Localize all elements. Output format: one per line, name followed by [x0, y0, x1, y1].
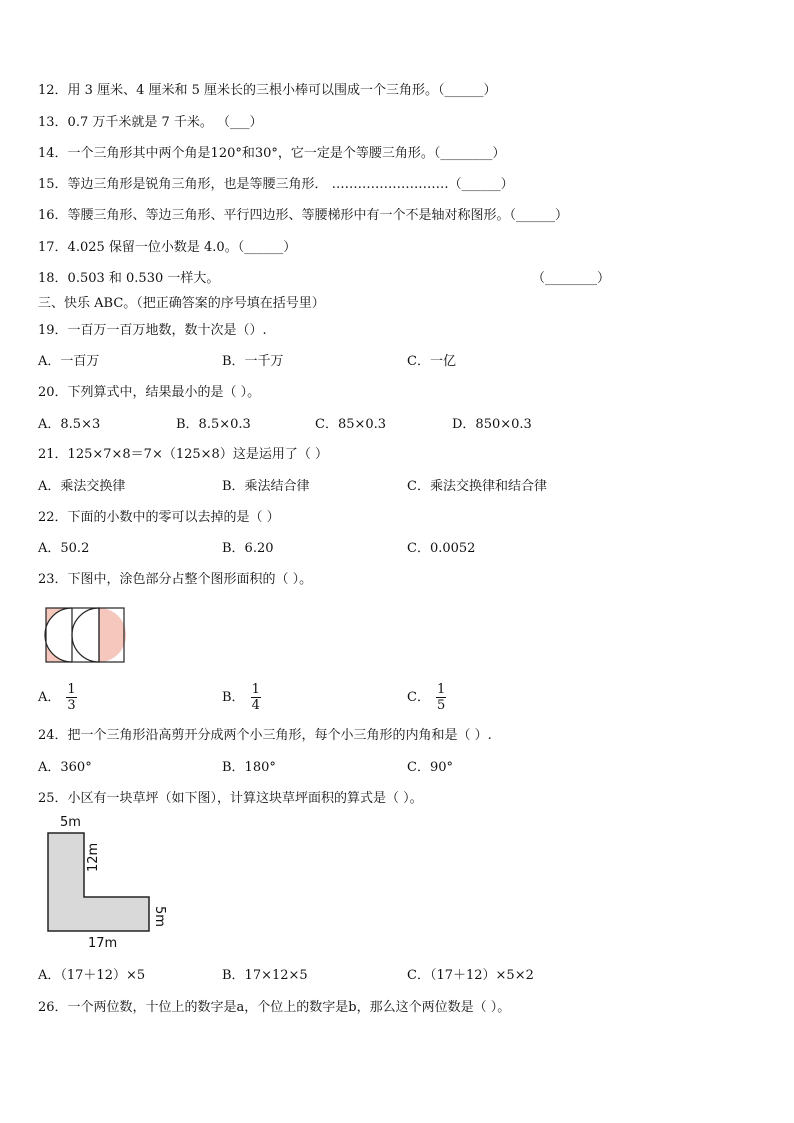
- question-26: 26．一个两位数，十位上的数字是a，个位上的数字是b，那么这个两位数是（ ）。: [38, 1000, 511, 1015]
- fraction-one-fourth: $\frac{1}{4}$: [251, 682, 260, 713]
- question-25-option-c: C．（17＋12）×5×2: [407, 968, 534, 983]
- question-24-option-b: B．180°: [222, 760, 276, 775]
- question-20-option-b: B．8.5×0.3: [176, 417, 251, 432]
- question-13: 13．0.7 万千米就是 7 千米。 （___）: [38, 115, 263, 130]
- question-21-option-a: A．乘法交换律: [38, 479, 126, 494]
- label-vertical-height: 12m: [86, 842, 101, 872]
- question-21-option-c: C．乘法交换律和结合律: [407, 479, 547, 494]
- question-23-option-b: [222, 682, 261, 713]
- question-21-option-b: B．乘法结合律: [222, 479, 310, 494]
- section-3-heading: 三、快乐 ABC。（把正确答案的序号填在括号里）: [38, 296, 325, 311]
- question-12: 12．用 3 厘米、4 厘米和 5 厘米长的三根小棒可以围成一个三角形。（______）: [38, 83, 497, 98]
- question-18: 18．0.503 和 0.530 一样大。: [38, 271, 220, 286]
- question-18-blank: （________）: [532, 271, 611, 286]
- question-14: 14．一个三角形其中两个角是120°和30°，它一定是个等腰三角形。（________）: [38, 146, 506, 161]
- question-20-option-d: D．850×0.3: [452, 417, 532, 432]
- fraction-one-third: $\frac{1}{3}$: [67, 682, 76, 713]
- option-c-label: C．: [407, 690, 430, 705]
- question-22-stem: 22．下面的小数中的零可以去掉的是（ ）: [38, 510, 280, 525]
- question-20-option-a: A．8.5×3: [38, 417, 101, 432]
- question-22-option-c: C．0.0052: [407, 541, 476, 556]
- label-right-height: 5m: [152, 906, 167, 927]
- question-23-stem: 23．下图中，涂色部分占整个图形面积的（ ）。: [38, 572, 313, 587]
- label-top-width: 5m: [60, 815, 81, 830]
- question-23-option-a: [38, 682, 77, 713]
- option-b-label: B．: [222, 690, 245, 705]
- fraction-one-fifth: $\frac{1}{5}$: [436, 682, 446, 713]
- question-20-stem: 20．下列算式中，结果最小的是（ ）。: [38, 385, 261, 400]
- question-15: 15．等边三角形是锐角三角形，也是等腰三角形． ………………………（______）: [38, 177, 514, 192]
- shaded-semicircles-figure: [44, 606, 126, 664]
- option-a-label: A．: [38, 690, 61, 705]
- question-25-option-a: A．（17＋12）×5: [38, 968, 146, 983]
- question-22-option-b: B．6.20: [222, 541, 274, 556]
- question-19-stem: 19．一百万一百万地数，数十次是（）.: [38, 323, 267, 338]
- question-17: 17．4.025 保留一位小数是 4.0。（______）: [38, 240, 297, 255]
- question-22-option-a: A．50.2: [38, 541, 90, 556]
- question-25-stem: 25．小区有一块草坪（如下图），计算这块草坪面积的算式是（ ）。: [38, 791, 423, 806]
- question-23-option-c: [407, 682, 446, 713]
- question-20-option-c: C．85×0.3: [315, 417, 387, 432]
- question-24-stem: 24．把一个三角形沿高剪开分成两个小三角形，每个小三角形的内角和是（ ）.: [38, 728, 492, 743]
- question-19-option-a: A．一百万: [38, 354, 100, 369]
- question-25-option-b: B．17×12×5: [222, 968, 308, 983]
- question-19-option-b: B．一千万: [222, 354, 284, 369]
- question-24-option-c: C．90°: [407, 760, 453, 775]
- question-19-option-c: C．一亿: [407, 354, 456, 369]
- question-24-option-a: A．360°: [38, 760, 92, 775]
- question-16: 16．等腰三角形、等边三角形、平行四边形、等腰梯形中有一个不是轴对称图形。（______）: [38, 208, 569, 223]
- label-bottom-length: 17m: [88, 936, 118, 951]
- question-21-stem: 21．125×7×8＝7×（125×8）这是运用了（ ）: [38, 447, 328, 462]
